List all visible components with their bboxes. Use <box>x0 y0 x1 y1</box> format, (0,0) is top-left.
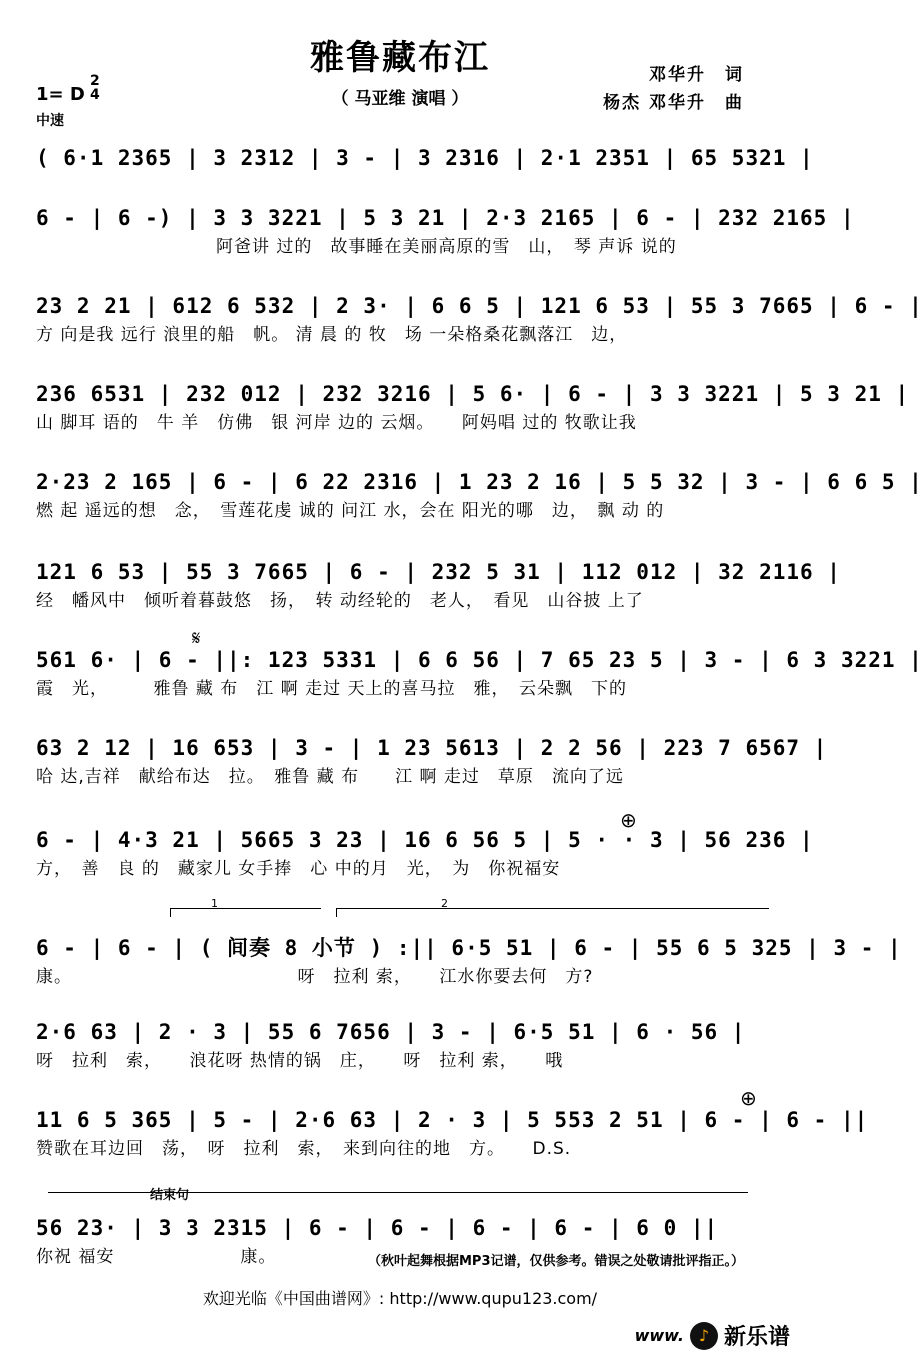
notation-line: 56 23· | 3 3 2315 | 6 - | 6 - | 6 - | 6 - | 6 0 || <box>36 1216 719 1240</box>
coda-mark: ⊕ <box>740 1086 757 1110</box>
score-row <box>36 290 923 348</box>
meter-top: 2 <box>90 73 100 89</box>
notation-line: 2·23 2 165 | 6 - | 6 22 2316 | 1 23 2 16 | 5 5 32 | 3 - | 6 6 5 | <box>36 470 923 494</box>
lyric-line: 赞歌在耳边回 荡， 呀 拉利 索， 来到向往的地 方。 D.S. <box>36 1139 572 1159</box>
composer-credit: 杨杰 邓华升 曲 <box>603 93 744 113</box>
notation-line: 63 2 12 | 16 653 | 3 - | 1 23 5613 | 2 2 56 | 223 7 6567 | <box>36 736 828 760</box>
notation-line: 236 6531 | 232 012 | 232 3216 | 5 6· | 6 - | 3 3 3221 | 5 3 21 | <box>36 382 910 406</box>
lyric-line: 燃 起 遥远的想 念， 雪莲花虔 诚的 问江 水，会在 阳光的哪 边， 飘 动 的 <box>36 501 665 521</box>
notation-line: 11 6 5 365 | 5 - | 2·6 63 | 2 · 3 | 5 553 2 51 | 6 - | 6 - || <box>36 1108 869 1132</box>
lyric-line: 方， 善 良 的 藏家儿 女手捧 心 中的月 光， 为 你祝福安 <box>36 859 561 879</box>
logo-www: www. <box>634 1326 684 1345</box>
lyric-line: 康。 呀 拉利 索， 江水你要去何 方? <box>36 967 594 987</box>
notation-line: 561 6· | 6 - ||: 123 5331 | 6 6 56 | 7 65 23 5 | 3 - | 6 3 3221 | <box>36 648 923 672</box>
coda-mark: ⊕ <box>620 808 637 832</box>
notation-line: 6 - | 6 -) | 3 3 3221 | 5 3 21 | 2·3 2165 | 6 - | 232 2165 | <box>36 206 855 230</box>
key-signature: 1= D <box>36 84 85 105</box>
volta-1-bracket <box>170 897 321 917</box>
notation-line: 6 - | 6 - | ( 间奏 8 小节 ) :|| 6·5 51 | 6 - | 55 6 5 325 | 3 - | <box>36 936 902 960</box>
lyric-line: 方 向是我 远行 浪里的船 帆。 清 晨 的 牧 场 一朵格桑花飘落江 边， <box>36 325 628 345</box>
tempo-marking: 中速 <box>36 113 64 129</box>
notation-line: 6 - | 4·3 21 | 5665 3 23 | 16 6 56 5 | 5 · · 3 | 56 236 | <box>36 828 814 852</box>
logo-text: 新乐谱 <box>723 1325 790 1350</box>
volta-2-label: 2 <box>441 897 448 910</box>
lyric-line <box>36 174 776 200</box>
score-row <box>36 732 828 790</box>
singer-label: （ 马亚维 演唱 ） <box>331 89 469 109</box>
lyric-line: 哈 达,吉祥 献给布达 拉。 雅鲁 藏 布 江 啊 走过 草原 流向了远 <box>36 767 624 787</box>
notation-line: 121 6 53 | 55 3 7665 | 6 - | 232 5 31 | 112 012 | 32 2116 | <box>36 560 841 584</box>
lyric-line: 山 脚耳 语的 牛 羊 仿佛 银 河岸 边的 云烟。 阿妈唱 过的 牧歌让我 <box>36 413 637 433</box>
score-row <box>36 1104 869 1162</box>
time-signature <box>90 74 100 102</box>
transcription-note: （秋叶起舞根据MP3记谱，仅供参考。错误之处敬请批评指正。） <box>368 1254 745 1269</box>
lyric-line: 霞 光， 雅鲁 藏 布 江 啊 走过 天上的喜马拉 雅， 云朵飘 下的 <box>36 679 628 699</box>
lyric-line: 经 幡风中 倾听着暮鼓悠 扬， 转 动经轮的 老人， 看见 山谷披 上了 <box>36 591 644 611</box>
meter-bottom: 4 <box>90 87 100 103</box>
song-title: 雅鲁藏布江 <box>310 38 490 78</box>
ending-bracket-line <box>48 1192 748 1193</box>
site-logo <box>635 1320 790 1351</box>
score-row <box>36 556 841 614</box>
score-row <box>36 824 814 882</box>
score-row <box>36 932 902 990</box>
music-disc-icon: ♪ <box>690 1322 718 1350</box>
score-row <box>36 202 855 260</box>
score-row <box>36 466 923 524</box>
notation-line: ( 6·1 2365 | 3 2312 | 3 - | 3 2316 | 2·1 2351 | 65 5321 | <box>36 146 814 170</box>
lyric-line: 阿爸讲 过的 故事睡在美丽高原的雪 山， 琴 声诉 说的 <box>36 237 677 257</box>
score-row <box>36 142 814 200</box>
coda-segno-mark: 𝄋 <box>192 626 201 650</box>
notation-line: 2·6 63 | 2 · 3 | 55 6 7656 | 3 - | 6·5 51 | 6 · 56 | <box>36 1020 746 1044</box>
footer-text: 欢迎光临《中国曲谱网》: http://www.qupu123.com/ <box>202 1289 598 1308</box>
volta-2-bracket <box>336 897 769 917</box>
score-row <box>36 1016 776 1074</box>
ending-label: 结束句 <box>150 1188 190 1203</box>
lyric-line: 呀 拉利 索， 浪花呀 热情的锅 庄， 呀 拉利 索， 哦 <box>36 1051 564 1071</box>
score-row <box>36 378 910 436</box>
score-row <box>36 644 923 702</box>
lyricist-credit: 邓华升 词 <box>649 65 744 85</box>
lyric-line: 你祝 福安 康。 <box>36 1247 277 1267</box>
notation-line: 23 2 21 | 612 6 532 | 2 3· | 6 6 5 | 121 6 53 | 55 3 7665 | 6 - | <box>36 294 923 318</box>
volta-1-label: 1 <box>211 897 218 910</box>
